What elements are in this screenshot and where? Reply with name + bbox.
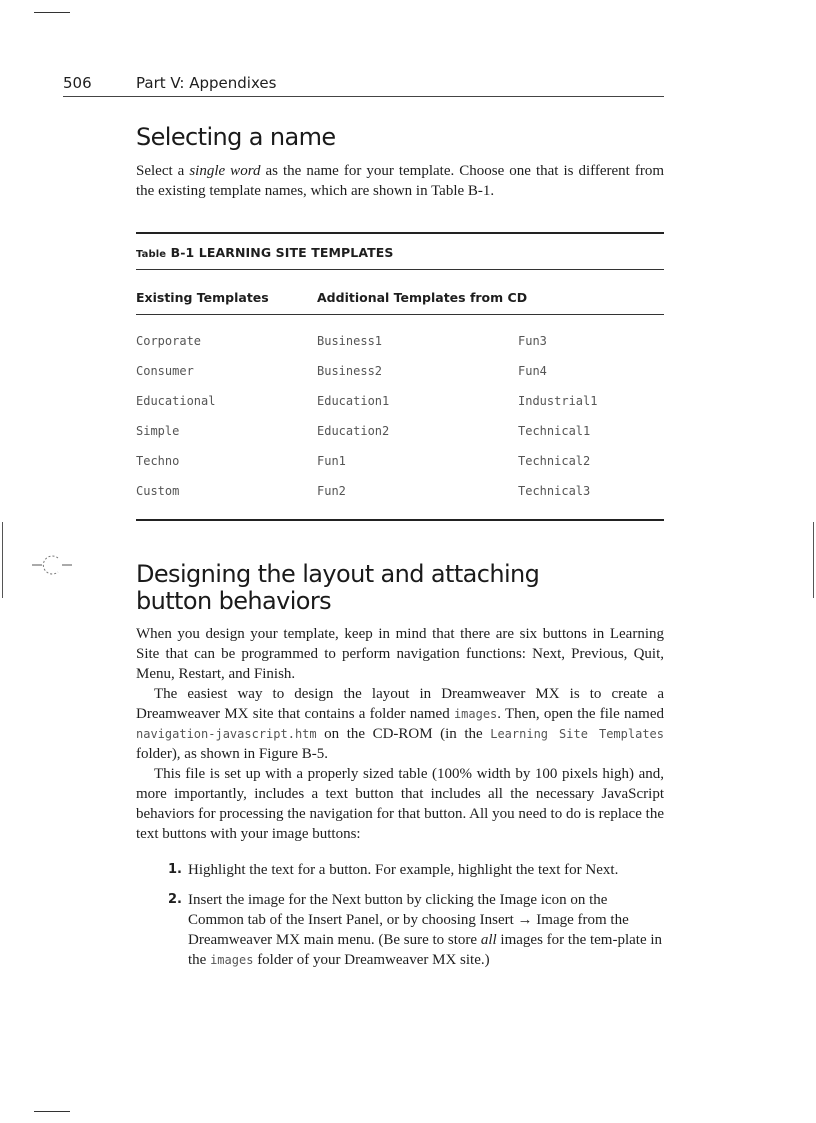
section-paragraph: This file is set up with a properly sized table (100% width by 100 pixels high) and, more importantly, includes a text button that includes all the necessary JavaScript behaviors for processing the navigation for that button. All you need to do is replace the text buttons with your image buttons: (136, 766, 664, 842)
table-row (136, 417, 664, 447)
table-cell: Fun2 (317, 484, 346, 498)
section-selecting-name (136, 124, 664, 201)
table-row (136, 387, 664, 417)
code-text: images (210, 953, 254, 967)
table-cell: Education2 (317, 424, 390, 438)
table-body (136, 315, 664, 519)
table-cell: Corporate (136, 334, 202, 348)
section-title: Designing the layout and attaching button behaviors (136, 560, 540, 615)
table-cell: Fun4 (518, 364, 547, 378)
emphasis: all (480, 932, 497, 948)
part-title: Part V: Appendixes (136, 74, 277, 92)
table-cell: Technical1 (518, 424, 591, 438)
crop-mark-bottom (34, 1111, 70, 1112)
step-number: 2. (168, 892, 182, 907)
code-text: images (453, 707, 498, 721)
column-header: Existing Templates (136, 290, 269, 305)
table-cell: Techno (136, 454, 180, 468)
running-header (63, 72, 664, 97)
table-cell: Fun3 (518, 334, 547, 348)
side-mark-right (813, 522, 814, 598)
table-cell: Technical3 (518, 484, 591, 498)
section-paragraph: The easiest way to design the layout in Dreamweaver MX is to create a Dreamweaver MX site that contains a folder named images. Then, open the file named navigation-javascript.htm on the CD-ROM (in the Learning Site Templates folder), as shown in Figure B-5. (136, 686, 664, 762)
table-row (136, 327, 664, 357)
side-mark-left (2, 522, 3, 598)
list-item (136, 890, 664, 970)
table-row (136, 477, 664, 507)
table-bottom-rule (136, 519, 664, 521)
section-paragraph: Select a single word as the name for your template. Choose one that is different from the existing template names, which are shown in Table B-1. (136, 163, 665, 199)
code-text: Learning Site Templates (490, 727, 664, 741)
section-title: Selecting a name (136, 123, 336, 151)
column-header: Additional Templates from CD (317, 290, 528, 305)
table-cell: Educational (136, 394, 216, 408)
table-cell: Simple (136, 424, 180, 438)
steps-list (136, 860, 664, 980)
table-cell: Consumer (136, 364, 194, 378)
crop-mark-top (34, 12, 70, 13)
table-cell: Business1 (317, 334, 383, 348)
section-paragraph: When you design your template, keep in mind that there are six buttons in Learning Site that can be programmed to perform navigation functions: Next, Previous, Quit, Menu, Restart, and Finish. (136, 626, 664, 682)
table-caption: Table B-1 LEARNING SITE TEMPLATES (136, 245, 394, 260)
table-cell: Education1 (317, 394, 390, 408)
code-text: navigation-javascript.htm (136, 727, 317, 741)
table-cell: Custom (136, 484, 180, 498)
table-b1 (136, 232, 664, 521)
table-cell: Industrial1 (518, 394, 598, 408)
list-item (136, 860, 664, 880)
step-text: Highlight the text for a button. For example, highlight the text for Next. (188, 862, 619, 878)
table-row (136, 447, 664, 477)
table-header-row (136, 270, 664, 314)
step-number: 1. (168, 862, 182, 877)
registration-mark-icon (28, 554, 76, 576)
table-cell: Fun1 (317, 454, 346, 468)
table-cell: Business2 (317, 364, 383, 378)
section-designing-layout (136, 561, 664, 844)
table-row (136, 357, 664, 387)
step-text: Insert the image for the Next button by clicking the Image icon on the Common tab of the Insert Panel, or by choosing Insert → Image from the Dreamweaver MX main menu. (Be sure to store all images for the tem-plate in the images folder of your Dreamweaver MX site.) (188, 892, 663, 968)
menu-arrow-icon: → (517, 912, 533, 928)
page-number: 506 (63, 74, 92, 92)
table-cell: Technical2 (518, 454, 591, 468)
emphasis: single word (189, 163, 261, 179)
